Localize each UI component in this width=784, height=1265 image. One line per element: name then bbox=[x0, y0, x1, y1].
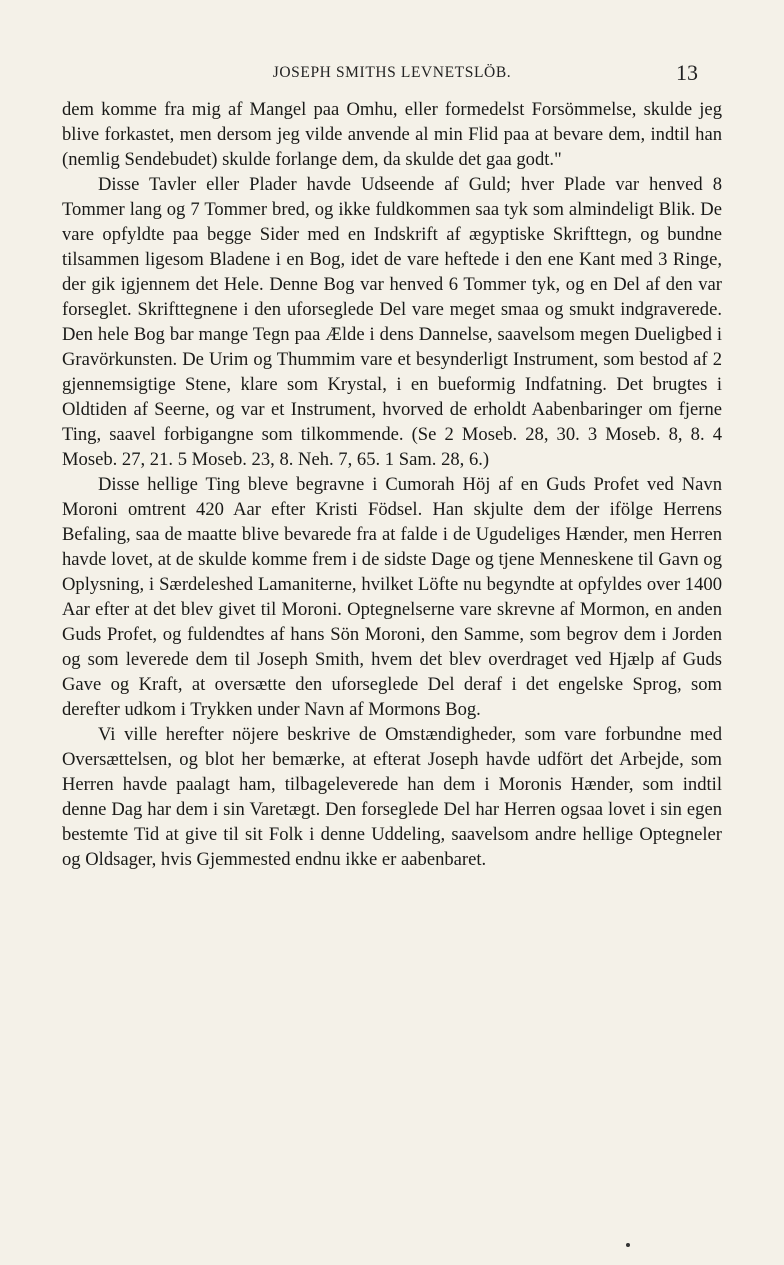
body-text bbox=[62, 97, 722, 872]
printing-dot bbox=[626, 1243, 630, 1247]
paragraph-cumorah: Disse hellige Ting bleve begravne i Cumorah Höj af en Guds Profet ved Navn Moroni omtrent 420 Aar efter Kristi Födsel. Han skjulte dem der ifölge Herrens Befaling, saa de maatte blive bevarede fra at falde i de Ugudeliges Hænder, men Herren havde lovet, at de skulde komme frem i de sidste Dage og tjene Menneskene til Gavn og Oplysning, i Særdeleshed Lamaniterne, hvilket Löfte nu begyndte at opfyldes over 1400 Aar efter at det blev givet til Moroni. Optegnelserne vare skrevne af Mormon, en anden Guds Profet, og fuldendtes af hans Sön Moroni, den Samme, som begrov dem i Jorden og som leverede dem til Joseph Smith, hvem det blev overdraget ved Hjælp af Guds Gave og Kraft, at oversætte den uforseglede Del deraf i det engelske Sprog, som derefter udkom i Trykken under Navn af Mormons Bog. bbox=[62, 474, 722, 720]
running-head: JOSEPH SMITHS LEVNETSLÖB. bbox=[272, 64, 512, 81]
page-header bbox=[0, 60, 784, 90]
paragraph-continuation: dem komme fra mig af Mangel paa Omhu, eller formedelst Forsömmelse, skulde jeg blive forkastet, men dersom jeg vilde anvende al min Flid paa at bevare dem, indtil han (nemlig Sendebudet) skulde forlange dem, da skulde det gaa godt." bbox=[62, 99, 722, 170]
paragraph-translation: Vi ville herefter nöjere beskrive de Omstændigheder, som vare forbundne med Oversættelsen, og blot her bemærke, at efterat Joseph havde udfört det Arbejde, som Herren havde paalagt ham, tilbageleverede han dem i Moronis Hænder, som indtil denne Dag har dem i sin Varetægt. Den forseglede Del har Herren ogsaa lovet i sin egen bestemte Tid at give til sit Folk i denne Uddeling, saavelsom andre hellige Optegneler og Oldsager, hvis Gjemmested endnu ikke er aabenbaret. bbox=[62, 724, 722, 870]
page-number: 13 bbox=[676, 60, 698, 85]
paragraph-plates-description: Disse Tavler eller Plader havde Udseende af Guld; hver Plade var henved 8 Tommer lang og 7 Tommer bred, og ikke fuldkommen saa tyk som almindeligt Blik. De vare opfyldte paa begge Sider med en Indskrift af ægyptiske Skrifttegn, og bundne tilsammen ligesom Bladene i en Bog, idet de vare heftede i den ene Kant med 3 Ringe, der gik igjennem det Hele. Denne Bog var henved 6 Tommer tyk, og en Del af den var forseglet. Skrifttegnene i den uforseglede Del vare meget smaa og smukt indgraverede. Den hele Bog bar mange Tegn paa Ælde i dens Dannelse, saavelsom megen Dueligbed i Gravörkunsten. De Urim og Thummim vare et besynderligt Instrument, som bestod af 2 gjennemsigtige Stene, klare som Krystal, i en bueformig Indfatning. Det brugtes i Oldtiden af Seerne, og var et Instrument, hvorved de erholdt Aabenbaringer om fjerne Ting, saavel forbigangne som tilkommende. (Se 2 Moseb. 28, 30. 3 Moseb. 8, 8. 4 Moseb. 27, 21. 5 Moseb. 23, 8. Neh. 7, 65. 1 Sam. 28, 6.) bbox=[62, 174, 722, 470]
